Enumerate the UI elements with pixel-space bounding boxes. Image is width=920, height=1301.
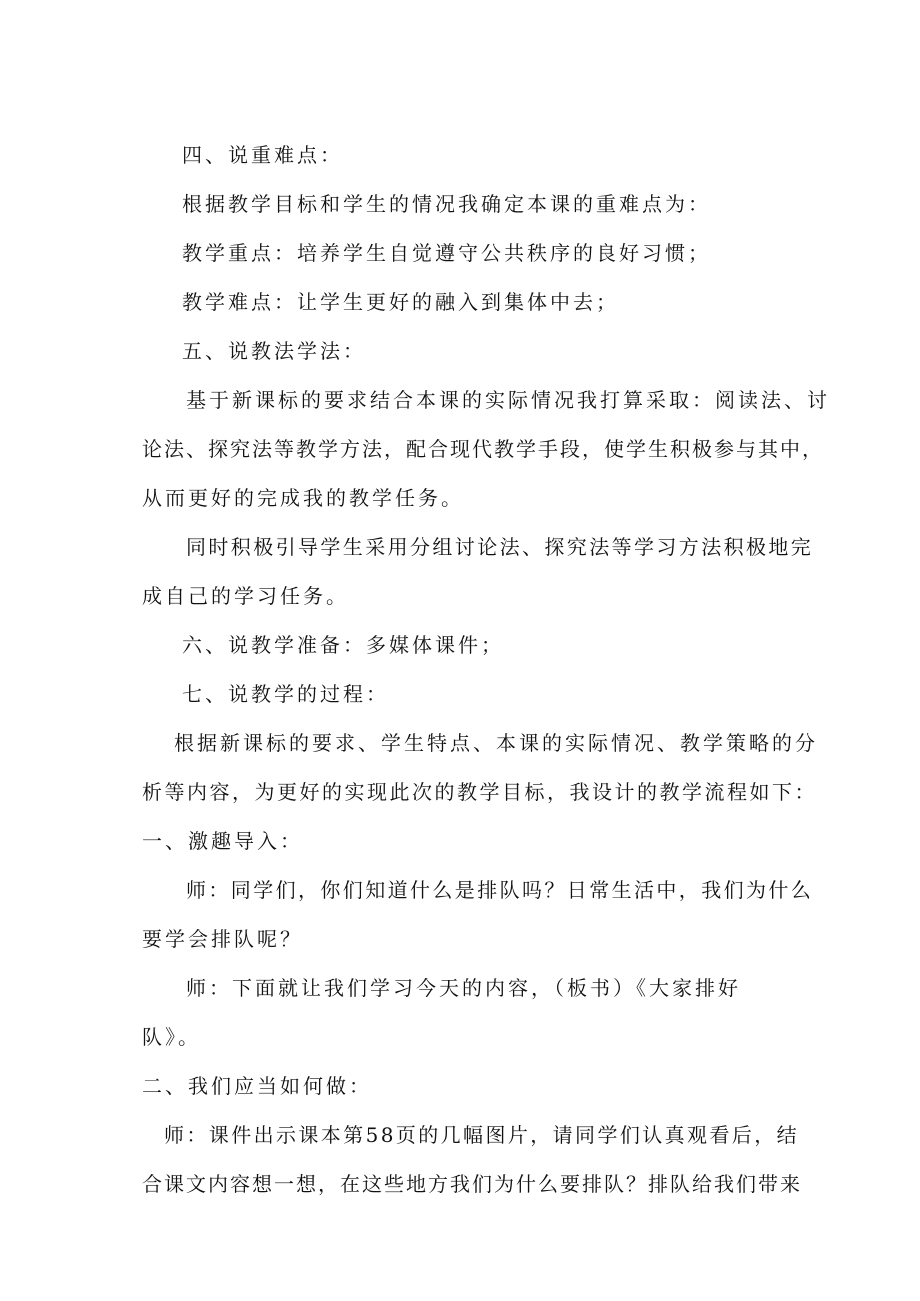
paragraph-line: 同时积极引导学生采用分组讨论法、探究法等学习方法积极地完 [186, 535, 814, 559]
paragraph-line: 师：下面就让我们学习今天的内容，（板书）《大家排好 [186, 976, 741, 1000]
paragraph-line: 根据教学目标和学生的情况我确定本课的重难点为： [182, 192, 711, 216]
heading-what-to-do: 二、我们应当如何做： [142, 1074, 372, 1098]
heading-preparation: 六、说教学准备：多媒体课件； [182, 633, 504, 657]
paragraph-line: 要学会排队呢？ [142, 927, 303, 951]
paragraph-line: 师：课件出示课本第58页的几幅图片，请同学们认真观看后，结 [164, 1123, 800, 1147]
paragraph-line: 教学难点：让学生更好的融入到集体中去； [182, 290, 619, 314]
paragraph-line: 从而更好的完成我的教学任务。 [142, 486, 464, 510]
paragraph-line: 队》。 [142, 1025, 201, 1049]
paragraph-line: 教学重点：培养学生自觉遵守公共秩序的良好习惯； [182, 241, 711, 265]
paragraph-line: 基于新课标的要求结合本课的实际情况我打算采取：阅读法、讨 [186, 388, 830, 412]
paragraph-line: 合课文内容想一想，在这些地方我们为什么要排队？排队给我们带来 [142, 1172, 802, 1196]
paragraph-line: 论法、探究法等教学方法，配合现代教学手段，使学生积极参与其中， [142, 437, 824, 461]
paragraph-line: 成自己的学习任务。 [142, 584, 349, 608]
paragraph-line: 师：同学们，你们知道什么是排队吗？日常生活中，我们为什么 [186, 878, 814, 902]
heading-methods: 五、说教法学法： [182, 339, 366, 363]
heading-key-difficult-points: 四、说重难点： [182, 143, 343, 167]
paragraph-line: 根据新课标的要求、学生特点、本课的实际情况、教学策略的分 [174, 731, 818, 755]
heading-intro: 一、激趣导入： [142, 829, 303, 853]
paragraph-line: 析等内容，为更好的实现此次的教学目标，我设计的教学流程如下： [142, 780, 817, 804]
heading-process: 七、说教学的过程： [182, 682, 389, 706]
